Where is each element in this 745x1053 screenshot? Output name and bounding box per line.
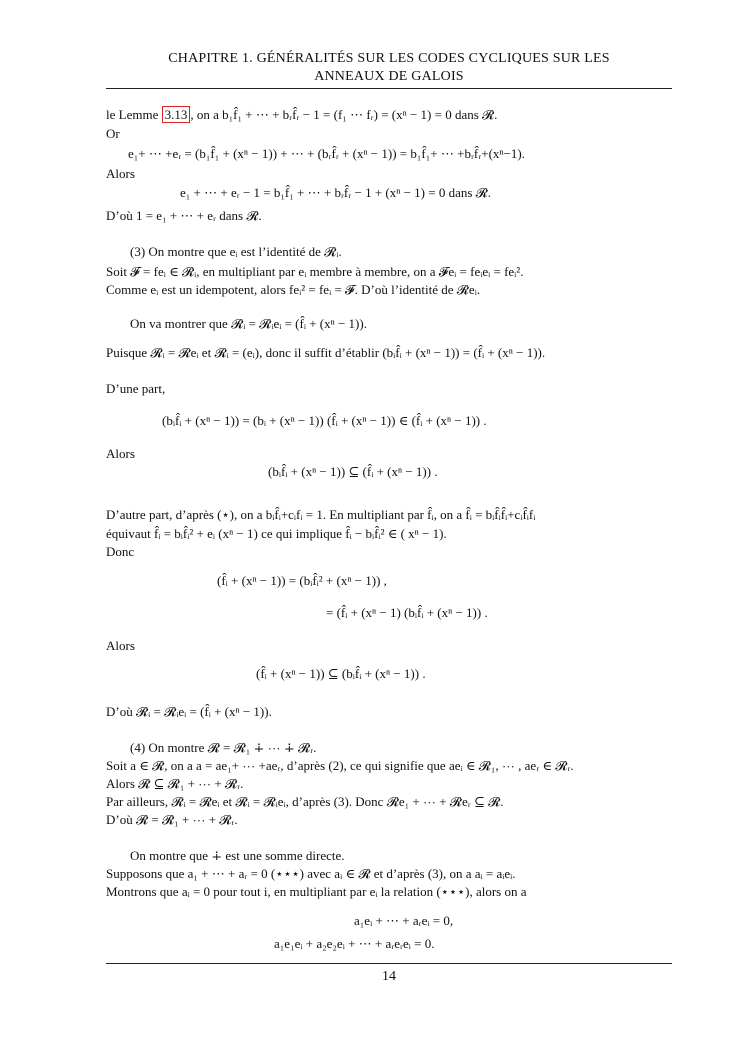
page-number: 14 (382, 969, 396, 984)
equation-line-3: e₁+ ⋯ +eᵣ = (b₁f̂₁ + (xⁿ − 1)) + ⋯ + (bᵣf̂ᵣ + (xⁿ − 1)) = b₁f̂₁+ ⋯ +bᵣf̂ᵣ+(xⁿ−1). (128, 146, 525, 161)
text-line-17: équivaut f̂ᵢ = bᵢf̂ᵢ² + eᵢ (xⁿ − 1) ce qui implique f̂ᵢ − bᵢf̂ᵢ² ∈ ( xⁿ − 1). (106, 526, 447, 541)
equation-line-19: (f̂ᵢ + (xⁿ − 1)) = (bᵢf̂ᵢ² + (xⁿ − 1)) , (217, 573, 387, 588)
footer-rule (106, 963, 672, 964)
equation-line-22: (f̂ᵢ + (xⁿ − 1)) ⊆ (bᵢf̂ᵢ + (xⁿ − 1)) . (256, 666, 426, 681)
text-line-16: D’autre part, d’après (⋆), on a bᵢf̂ᵢ+cᵢfᵢ = 1. En multipliant par f̂ᵢ, on a f̂ᵢ = bᵢf̂ᵢf̂ᵢ+cᵢf̂ᵢfᵢ (106, 507, 536, 522)
text-line-11: Puisque 𝓡ᵢ = 𝓡eᵢ et 𝓡ᵢ = (eᵢ), donc il suffit d’établir (bᵢf̂ᵢ + (xⁿ − 1)) = (f̂ᵢ + (xⁿ − 1)). (106, 345, 546, 360)
text-line-26: Alors 𝓡 ⊆ 𝓡₁ + ⋯ + 𝓡ᵣ. (106, 776, 244, 791)
equation-line-13: (bᵢf̂ᵢ + (xⁿ − 1)) = (bᵢ + (xⁿ − 1)) (f̂ᵢ + (xⁿ − 1)) ∈ (f̂ᵢ + (xⁿ − 1)) . (162, 413, 487, 428)
section-3-heading: (3) On montre que eᵢ est l’identité de 𝓡ᵢ. (130, 244, 342, 259)
text-line-14: Alors (106, 446, 135, 461)
text-line-29: On montre que ∔ est une somme directe. (130, 848, 345, 863)
text-line-8: Soit 𝓕 = feᵢ ∈ 𝓡ᵢ, en multipliant par eᵢ membre à membre, on a 𝓕eᵢ = feᵢeᵢ = feᵢ². (106, 264, 524, 279)
text-line-27: Par ailleurs, 𝓡ᵢ = 𝓡eᵢ et 𝓡ᵢ = 𝓡ᵢeᵢ, d’après (3). Donc 𝓡e₁ + ⋯ + 𝓡eᵣ ⊆ 𝓡. (106, 794, 504, 809)
text-line-6: D’où 1 = e₁ + ⋯ + eᵣ dans 𝓡. (106, 208, 262, 223)
lemma-reference-link[interactable]: 3.13 (162, 106, 191, 123)
text-line-31: Montrons que aᵢ = 0 pour tout i, en multipliant par eᵢ la relation (⋆⋆⋆), alors on a (106, 884, 527, 899)
section-4-heading: (4) On montre 𝓡 = 𝓡₁ ∔ ⋯ ∔ 𝓡ᵣ. (130, 740, 317, 755)
text-line-1 (106, 107, 497, 123)
text-line-28: D’où 𝓡 = 𝓡₁ + ⋯ + 𝓡ᵣ. (106, 812, 238, 827)
equation-line-15: (bᵢf̂ᵢ + (xⁿ − 1)) ⊆ (f̂ᵢ + (xⁿ − 1)) . (268, 464, 438, 479)
text-fragment: le Lemme (106, 107, 162, 122)
text-line-2: Or (106, 126, 120, 141)
chapter-title-line-1: CHAPITRE 1. GÉNÉRALITÉS SUR LES CODES CYCLIQUES SUR LES (168, 51, 610, 66)
text-line-18: Donc (106, 544, 135, 559)
header-rule (106, 88, 672, 89)
text-line-12: D’une part, (106, 381, 166, 396)
text-line-25: Soit a ∈ 𝓡, on a a = ae₁+ ⋯ +aeᵣ, d’après (2), ce qui signifie que aeᵢ ∈ 𝓡₁, ⋯ , aeᵣ ∈ 𝓡ᵣ. (106, 758, 574, 773)
equation-line-33: a₁e₁eᵢ + a₂e₂eᵢ + ⋯ + aᵣeᵣeᵢ = 0. (274, 936, 435, 951)
text-line-23: D’où 𝓡ᵢ = 𝓡ᵢeᵢ = (f̂ᵢ + (xⁿ − 1)). (106, 704, 272, 719)
text-line-30: Supposons que a₁ + ⋯ + aᵣ = 0 (⋆⋆⋆) avec aᵢ ∈ 𝓡 et d’après (3), on a aᵢ = aᵢeᵢ. (106, 866, 516, 881)
chapter-header (106, 50, 672, 86)
text-line-9: Comme eᵢ est un idempotent, alors feᵢ² = feᵢ = 𝓕. D’où l’identité de 𝓡eᵢ. (106, 282, 481, 297)
equation-line-20: = (f̂ᵢ + (xⁿ − 1) (bᵢf̂ᵢ + (xⁿ − 1)) . (326, 605, 488, 620)
text-line-10: On va montrer que 𝓡ᵢ = 𝓡ᵢeᵢ = (f̂ᵢ + (xⁿ − 1)). (130, 316, 367, 331)
equation-line-5: e₁ + ⋯ + eᵣ − 1 = b₁f̂₁ + ⋯ + bᵣf̂ᵣ − 1 + (xⁿ − 1) = 0 dans 𝓡. (180, 185, 492, 200)
text-line-4: Alors (106, 166, 135, 181)
equation-line-32: a₁eᵢ + ⋯ + aᵣeᵢ = 0, (354, 913, 454, 928)
text-fragment: , on a b₁f̂₁ + ⋯ + bᵣf̂ᵣ − 1 = (f₁ ⋯ fᵣ) = (xⁿ − 1) = 0 dans 𝓡. (190, 107, 498, 122)
text-line-21: Alors (106, 638, 135, 653)
chapter-title-line-2: ANNEAUX DE GALOIS (314, 69, 464, 84)
